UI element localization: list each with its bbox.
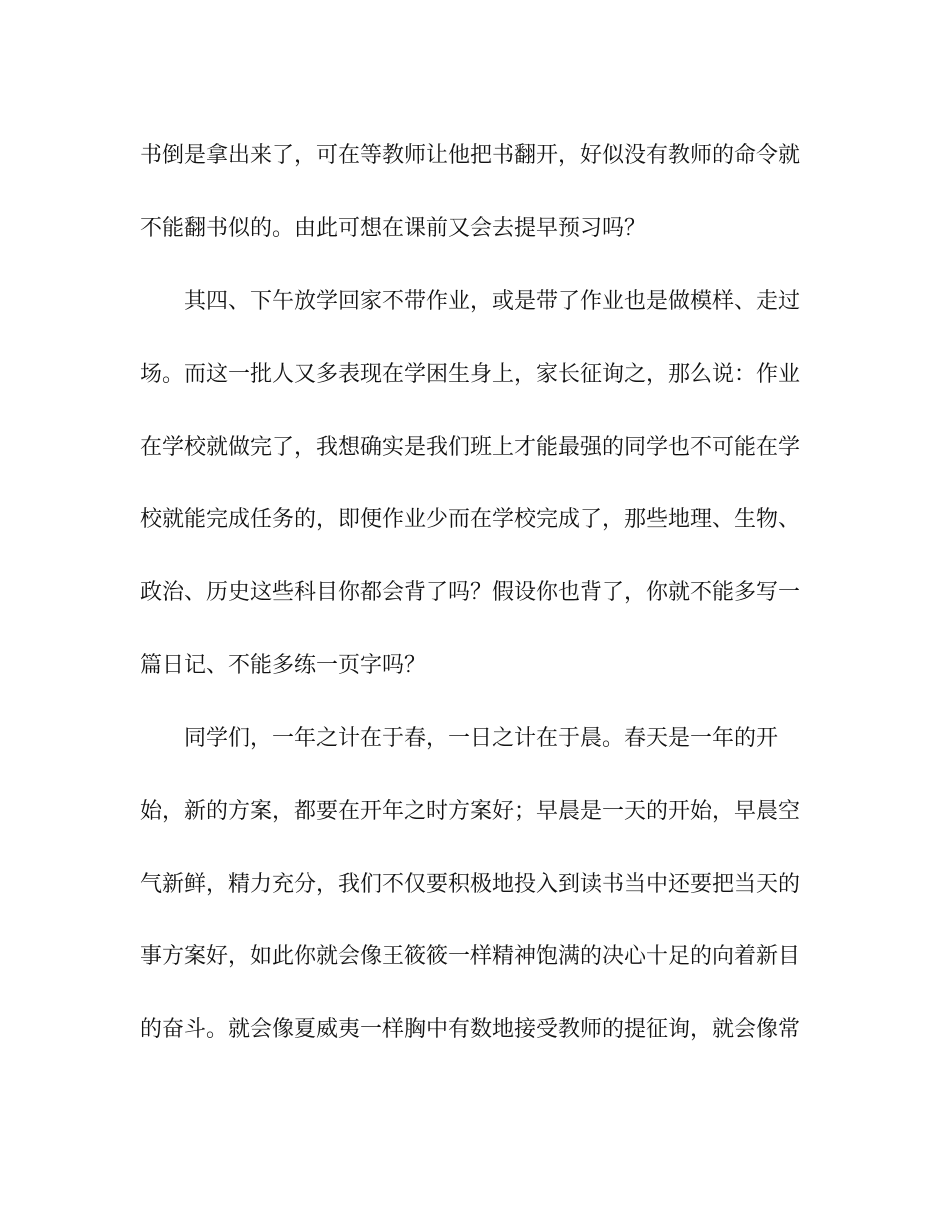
text-line: 场。而这一批人又多表现在学困生身上，家长征询之，那么说：作业 xyxy=(140,362,801,387)
text-line: 篇日记、不能多练一页字吗？ xyxy=(140,653,427,678)
paragraph-start-line: 其四、下午放学回家不带作业，或是带了作业也是做模样、走过 xyxy=(184,289,801,314)
text-line: 气新鲜，精力充分，我们不仅要积极地投入到读书当中还要把当天的 xyxy=(140,872,801,897)
text-line: 的奋斗。就会像夏威夷一样胸中有数地接受教师的提征询，就会像常 xyxy=(140,1017,801,1042)
paragraph-start-line: 同学们，一年之计在于春，一日之计在于晨。春天是一年的开 xyxy=(184,726,779,751)
text-line: 始，新的方案，都要在开年之时方案好；早晨是一天的开始，早晨空 xyxy=(140,799,801,824)
text-line: 不能翻书似的。由此可想在课前又会去提早预习吗？ xyxy=(140,216,647,241)
text-line: 在学校就做完了，我想确实是我们班上才能最强的同学也不可能在学 xyxy=(140,435,801,460)
text-line: 校就能完成任务的，即便作业少而在学校完成了，那些地理、生物、 xyxy=(140,507,801,532)
text-line: 事方案好，如此你就会像王筱筱一样精神饱满的决心十足的向着新目 xyxy=(140,944,801,969)
text-line: 书倒是拿出来了，可在等教师让他把书翻开，好似没有教师的命令就 xyxy=(140,143,801,168)
text-line: 政治、历史这些科目你都会背了吗？假设你也背了，你就不能多写一 xyxy=(140,580,801,605)
